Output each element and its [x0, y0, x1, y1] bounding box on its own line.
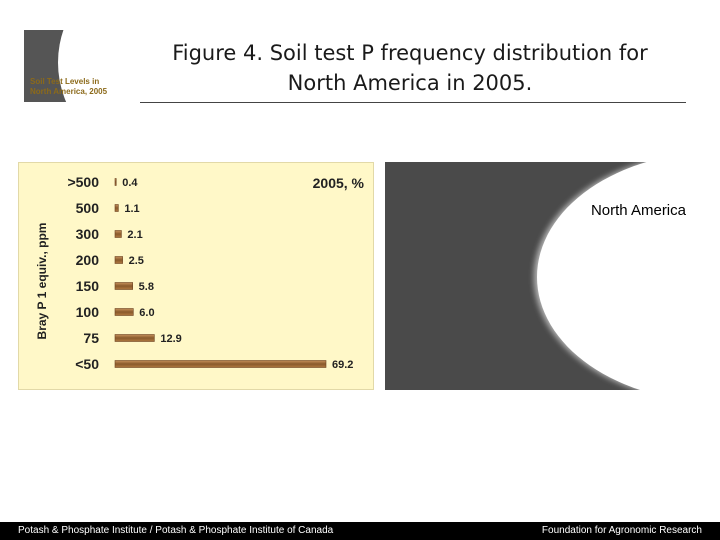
- page-title: Figure 4. Soil test P frequency distribution for North America in 2005.: [172, 41, 648, 95]
- logo-line-1: Soil Test Levels in: [30, 77, 100, 86]
- logo-line-2: North America, 2005: [30, 87, 108, 96]
- chart-panel: [18, 162, 374, 390]
- value-label: 5.8: [138, 281, 154, 293]
- bar: [115, 309, 133, 316]
- bar: [115, 361, 326, 368]
- value-label: 2.1: [127, 229, 143, 241]
- bar: [115, 257, 123, 264]
- value-label: 1.1: [124, 203, 140, 215]
- category-label: 150: [75, 278, 99, 294]
- logo: [24, 30, 126, 102]
- value-label: 69.2: [332, 359, 354, 371]
- value-label: 0.4: [122, 177, 138, 189]
- map-shape: [537, 162, 720, 390]
- title-divider: [140, 102, 686, 103]
- y-axis-label: Bray P 1 equiv., ppm: [35, 222, 49, 340]
- value-label: 2.5: [128, 255, 144, 267]
- bar: [115, 231, 121, 238]
- value-label: 6.0: [139, 307, 155, 319]
- category-label: 300: [75, 226, 99, 242]
- category-label: 100: [75, 304, 99, 320]
- logo-text: [30, 77, 107, 97]
- series-label: 2005, %: [312, 175, 364, 191]
- footer-bar: [0, 522, 720, 540]
- bar: [115, 179, 116, 186]
- bar: [115, 283, 133, 290]
- category-label: <50: [75, 356, 99, 372]
- bar-chart: [19, 163, 373, 389]
- category-label: 75: [83, 330, 99, 346]
- bar: [115, 205, 118, 212]
- category-label: 200: [75, 252, 99, 268]
- map-label: North America: [590, 202, 686, 219]
- bar: [115, 335, 154, 342]
- value-label: 12.9: [160, 333, 182, 345]
- category-label: 500: [75, 200, 99, 216]
- footer-left-text: Potash & Phosphate Institute / Potash & Phosphate Institute of Canada: [18, 525, 334, 536]
- category-label: >500: [67, 174, 99, 190]
- footer-right-text: Foundation for Agronomic Research: [541, 525, 702, 536]
- map-panel: [385, 162, 720, 390]
